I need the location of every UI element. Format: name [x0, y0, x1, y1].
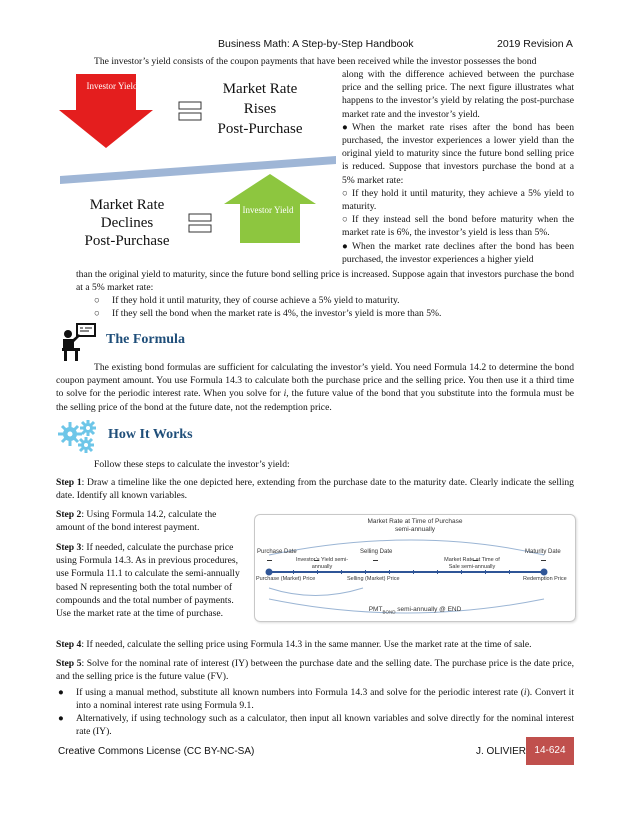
teacher-icon — [60, 322, 100, 362]
book-title: Business Math: A Step-by-Step Handbook — [218, 38, 414, 50]
sub-bullet-sell-6: ○ If they instead sell the bond before maturity when the market rate is 6%, the investor’s yield is less than 5%. — [342, 214, 574, 239]
bullet-decline: ● When the market rate declines after the bond has been purchased, the investor experiences a higher yield — [342, 240, 574, 265]
right-column — [342, 68, 574, 266]
bullet-rise: ● When the market rate rises after the bond has been purchased, the investor experiences a lower yield than the original yield to maturity since the future bond selling price is reduced. Suppose that investors purchase the bond at a 5% market rate: — [342, 121, 574, 186]
investor-yield-top-label: Investor Yield — [86, 81, 138, 91]
sub-bullet-hold-2: ○ — [94, 295, 100, 306]
sub-bullet-sell-4: ○ — [94, 308, 100, 319]
bullet-a-dot: ● — [58, 687, 64, 698]
author-text: J. OLIVIER — [476, 746, 527, 757]
selling-date-label: Selling Date — [360, 549, 393, 555]
equals-icon-top — [179, 102, 201, 120]
sub-bullet-hold-2-text: If they hold it until maturity, they of course achieve a 5% yield to maturity. — [112, 295, 400, 306]
bullet-b-dot: ● — [58, 713, 64, 724]
intro-line: The investor’s yield consists of the coupon payments that have been received while the investor possesses the bond — [94, 56, 537, 67]
how-intro: Follow these steps to calculate the investor’s yield: — [94, 459, 290, 470]
page-number: 14-624 — [534, 745, 566, 756]
right-para: along with the difference achieved between the purchase price and the selling price. The next figure illustrates what happens to the investor’s yield by relating the post-purchase market rate and the investor’s yield. — [342, 69, 574, 120]
gears-icon — [58, 418, 104, 454]
declines-label: Market Rate Declines Post-Purchase — [84, 197, 170, 249]
page-number-badge — [526, 737, 574, 765]
selling-price-label: Selling (Market) Price — [347, 576, 400, 582]
step-2: Step 2: Using Formula 14.2, calculate the amount of the bond interest payment. — [56, 509, 217, 534]
step-1: Step 1: Draw a timeline like the one depicted here, extending from the purchase date to the maturity date. Clearly indicate the selling date. Identify all known variables. — [56, 477, 574, 502]
bullet-technology: Alternatively, if using technology such as a calculator, then input all known variables and solve directly for the nominal interest rate (IY). — [76, 713, 574, 738]
purchase-price-label: Purchase (Market) Price — [256, 576, 316, 582]
formula-paragraph: The existing bond formulas are sufficient for calculating the investor’s yield. You need Formula 14.2 to determine the bond coupon payment amount. You use Formula 14.3 to calculate both the purchase price and the selling price. You then use it a third time to solve for the periodic interest rate. When you solve for i, the future value of the bond that you substitute into the formula must be the selling price of the bond at the future date, not the redemption price. — [56, 362, 574, 413]
continued-text: than the original yield to maturity, since the future bond selling price is increased. Suppose again that investors purchase the bond at a 5% market rate: — [76, 269, 574, 294]
investor-yield-semi-label: Investor’s Yield semi-annually — [295, 557, 349, 570]
maturity-date-label: Maturity Date — [525, 549, 561, 555]
slope-bar — [60, 156, 336, 184]
bullet-manual: If using a manual method, substitute all known numbers into Formula 14.3 and solve for the periodic interest rate (i). Convert it into a nominal interest rate using Formula 9.1. — [76, 687, 574, 712]
rises-label: Market Rate Rises Post-Purchase — [217, 81, 303, 137]
step-5: Step 5: Solve for the nominal rate of interest (IY) between the purchase date and the selling date. The purchase price is the date price, and the selling price is the future value (FV). — [56, 658, 574, 683]
formula-heading: The Formula — [106, 332, 185, 347]
step-3: Step 3: If needed, calculate the purchase price using Formula 14.3. As in previous procedures, use Formula 11.1 to calculate the semi-annually based N representing both the total number of compounds and the total number of payments. Use the market rate at the time of purchase. — [56, 542, 240, 620]
sub-bullet-sell-4-text: If they sell the bond when the market rate is 4%, the investor’s yield is more than 5%. — [112, 308, 442, 319]
license-text: Creative Commons License (CC BY-NC-SA) — [58, 746, 255, 757]
timeline-figure — [254, 514, 576, 622]
step-4: Step 4: If needed, calculate the selling price using Formula 14.3 in the same manner. Use the market rate at the time of sale. — [56, 639, 532, 650]
redemption-price-label: Redemption Price — [523, 576, 567, 582]
sub-bullet-hold: ○ If they hold it until maturity, they achieve a 5% yield to maturity. — [342, 187, 574, 213]
revision-label: 2019 Revision A — [497, 38, 573, 50]
equals-icon-bottom — [189, 214, 211, 232]
pmt-label: $PMT_{BOND}$ semi-annually @ END — [368, 606, 462, 615]
market-rate-sale-label: Market Rate at Time of Sale semi-annually — [444, 557, 500, 570]
timeline-top-label: Market Rate at Time of Purchase semi-annually — [367, 518, 463, 533]
purchase-date-label: Purchase Date — [257, 549, 297, 555]
how-heading: How It Works — [108, 427, 193, 442]
investor-yield-bottom-label: Investor Yield — [242, 205, 294, 215]
